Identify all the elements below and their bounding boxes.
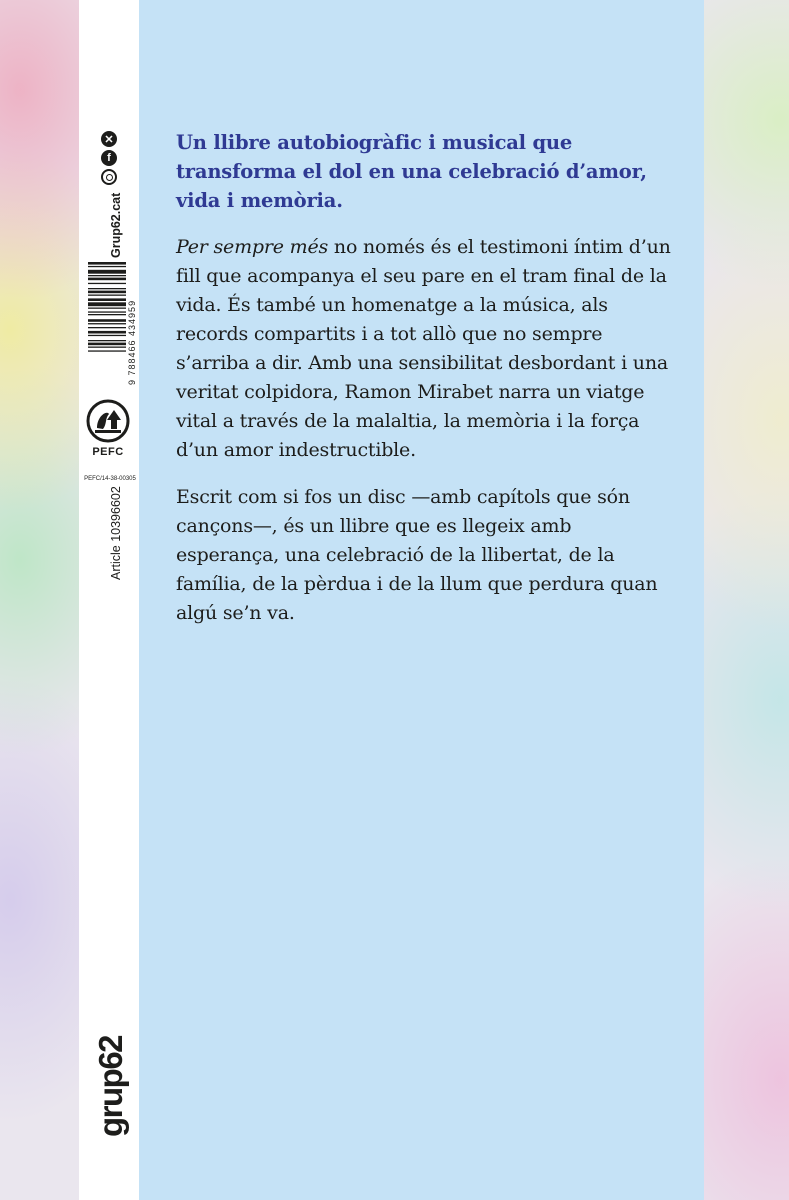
article-number: Article 10396602 — [109, 486, 123, 580]
pefc-logo-icon — [85, 398, 131, 444]
barcode-bar — [88, 335, 126, 336]
pefc-label: PEFC — [92, 446, 124, 458]
barcode-bar — [88, 302, 126, 306]
barcode-bar — [88, 327, 126, 328]
barcode-bar — [88, 343, 126, 346]
barcode-bar — [88, 311, 126, 312]
pefc-certification — [83, 398, 133, 468]
barcode-bar — [88, 331, 126, 334]
pefc-code: PEFC/14-38-00305 — [84, 476, 136, 482]
isbn-barcode — [88, 262, 126, 384]
body-paragraph-1 — [176, 233, 676, 465]
book-title-italic: Per sempre més — [176, 236, 329, 258]
barcode-bar — [88, 295, 126, 296]
website-label: Grup62.cat — [109, 192, 123, 258]
barcode-bar — [88, 270, 126, 274]
barcode-bar — [88, 278, 126, 281]
facebook-icon: f — [101, 150, 117, 166]
barcode-bar — [88, 314, 126, 315]
lead-paragraph: Un llibre autobiogràfic i musical que transforma el dol en una celebració d’amor, vida i memòria. — [176, 131, 647, 212]
barcode-bar — [88, 298, 126, 301]
body-paragraph-1-text: no només és el testimoni íntim d’un fill que acompanya el seu pare en el tram final de la vida. És també un homenatge a la música, als records compartits i a tot allò que no sempre s’arriba a dir. Amb una sensibilitat desbordant i una veritat colpidora, Ramon Mirabet narra un viatge vital a través de la malaltia, la memòria i la força d’un amor indestructible. — [176, 236, 671, 461]
barcode-digits: 9 788466 434959 — [127, 299, 137, 385]
barcode-bar — [88, 340, 126, 341]
barcode-bar — [88, 275, 126, 276]
publisher-logo: grup62 — [92, 1035, 129, 1137]
barcode-bar — [88, 291, 126, 294]
body-paragraph-2: Escrit com si fos un disc —amb capítols que són cançons—, és un llibre que es llegeix amb esperança, una celebració de la llibertat, de la família, de la pèrdua i de la llum que perdura quan algú se’n va. — [176, 486, 658, 624]
barcode-bar — [88, 319, 126, 322]
barcode-bar — [88, 308, 126, 309]
barcode-bar — [88, 266, 126, 267]
barcode-bar — [88, 347, 126, 348]
barcode-bar — [88, 283, 126, 284]
barcode-bar — [88, 350, 126, 351]
barcode-bar — [88, 323, 126, 324]
barcode-bar — [88, 262, 126, 265]
barcode-bar — [88, 288, 126, 289]
blurb — [176, 128, 676, 646]
x-icon: ✕ — [101, 131, 117, 147]
instagram-icon — [101, 169, 117, 185]
